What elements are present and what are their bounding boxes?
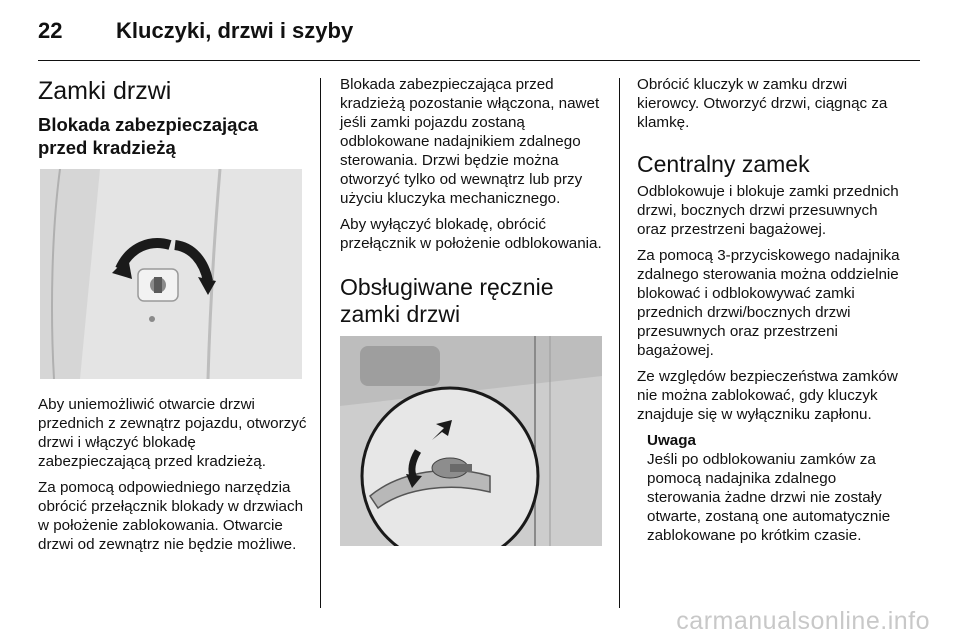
header-divider [38, 60, 920, 61]
paragraph: Odblokowuje i blokuje zamki przednich drzwi, bocznych drzwi przesuwnych oraz przestrzeni bagażowej. [637, 183, 899, 238]
note-box [647, 431, 907, 545]
page-header [38, 18, 920, 48]
watermark: carmanualsonline.info [676, 607, 930, 635]
section-heading: Obsługiwane ręcznie zamki drzwi [340, 274, 554, 327]
paragraph: Aby wyłączyć blokadę, obrócić przełącznik w położenie odblokowania. [340, 216, 602, 252]
chapter-title: Kluczyki, drzwi i szyby [116, 18, 354, 43]
paragraph: Obrócić kluczyk w zamku drzwi kierowcy. Otworzyć drzwi, ciągnąc za klamkę. [637, 76, 888, 131]
note-title: Uwaga [647, 432, 696, 449]
door-lock-switch-illustration [40, 169, 302, 379]
anti-theft-lock-figure [40, 169, 302, 379]
column-2 [340, 75, 602, 546]
manual-door-lock-figure [340, 336, 602, 546]
column-divider-2 [619, 78, 620, 608]
column-divider-1 [320, 78, 321, 608]
page-number: 22 [38, 18, 63, 43]
section-title: Zamki drzwi [38, 77, 172, 105]
column-3 [637, 75, 907, 552]
paragraph: Ze względów bezpieczeństwa zamków nie można zablokować, gdy kluczyk znajduje się w wyłączniku zapłonu. [637, 368, 898, 423]
column-1 [38, 75, 308, 561]
paragraph: Za pomocą 3-przyciskowego nadajnika zdalnego sterowania można oddzielnie blokować i odblokowywać zamki przednich drzwi/bocznych drzwi przesuwnych oraz przestrzeni bagażowej. [637, 247, 900, 359]
door-handle-key-illustration [340, 336, 602, 546]
subsection-title: Blokada zabezpieczająca przed kradzieżą [38, 114, 259, 158]
paragraph: Aby uniemożliwić otwarcie drzwi przednich z zewnątrz pojazdu, otworzyć drzwi i włączyć blokadę zabezpieczającą przed kradzieżą. [38, 396, 307, 470]
paragraph: Blokada zabezpieczająca przed kradzieżą pozostanie włączona, nawet jeśli zamki pojazdu zostaną odblokowane nadajnikiem zdalnego sterowania. Drzwi będzie można otworzyć tylko od wewnątrz lub przy użyciu kluczyka mechanicznego. [340, 76, 600, 207]
note-text: Jeśli po odblokowaniu zamków za pomocą nadajnika zdalnego sterowania żadne drzwi nie zostały otwarte, zostaną one automatycznie zablokowane po krótkim czasie. [647, 451, 891, 544]
section-heading: Centralny zamek [637, 151, 810, 177]
paragraph: Za pomocą odpowiedniego narzędzia obrócić przełącznik blokady w drzwiach w położenie zablokowania. Otwarcie drzwi od zewnątrz nie będzie możliwe. [38, 479, 304, 553]
